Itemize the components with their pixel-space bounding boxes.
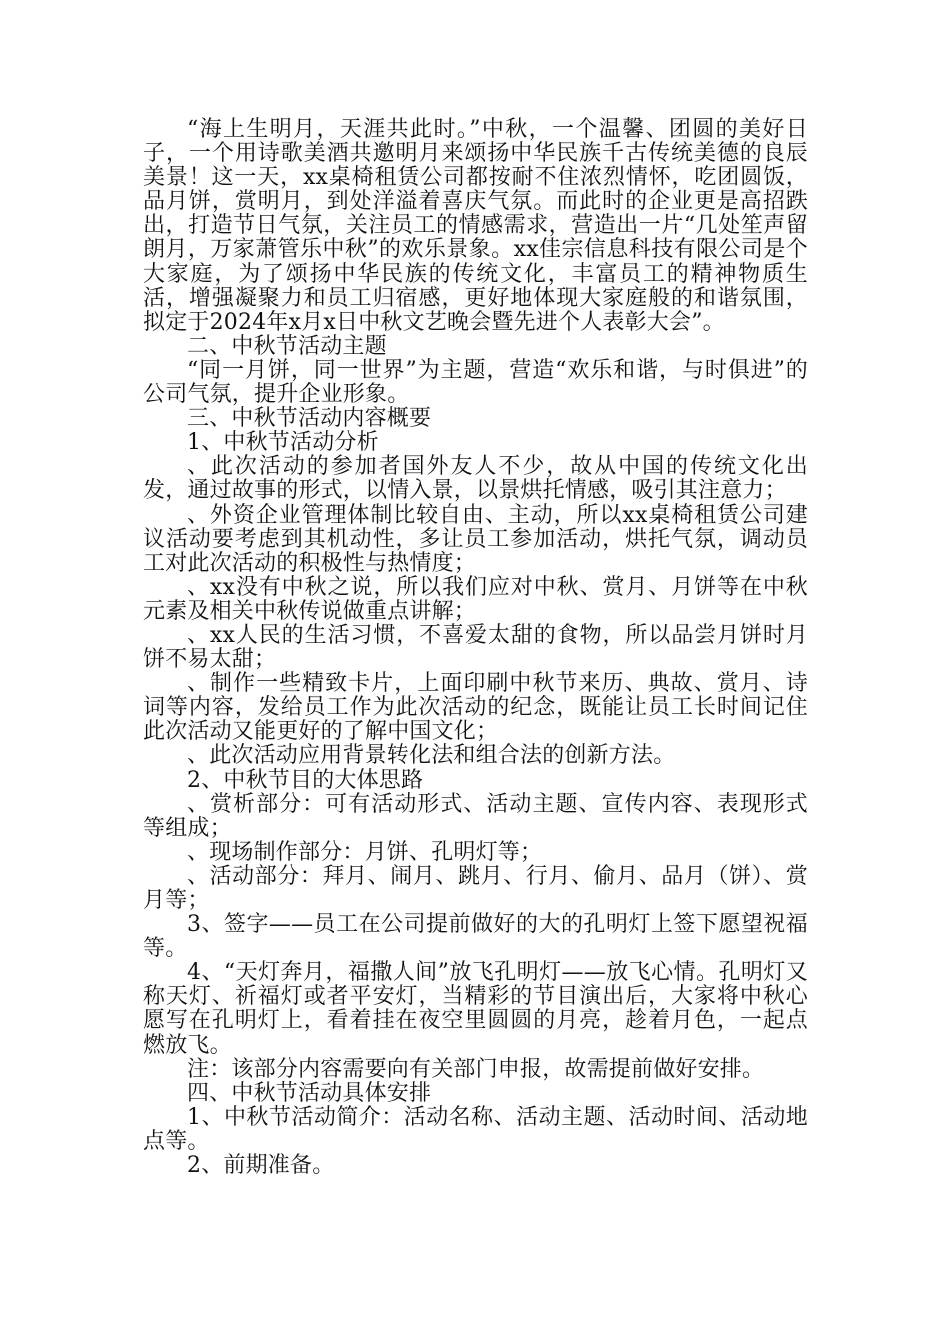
ideas-item: 、赏析部分：可有活动形式、活动主题、宣传内容、表现形式等组成； [143, 791, 808, 841]
analysis-item: 、制作一些精致卡片，上面印刷中秋节来历、典故、赏月、诗词等内容，发给员工作为此次活动的纪念，既能让员工长时间记住此次活动又能更好的了解中国文化； [143, 671, 808, 745]
document-body [143, 118, 808, 1178]
subheading-ideas: 2、中秋节目的大体思路 [187, 767, 424, 793]
subheading-analysis: 1、中秋节活动分析 [187, 430, 379, 456]
ideas-item: 、活动部分：拜月、闹月、跳月、行月、偷月、品月（饼）、赏月等； [143, 863, 808, 913]
section-heading-schedule: 四、中秋节活动具体安排 [187, 1080, 432, 1106]
note-paragraph: 注：该部分内容需要向有关部门申报，故需提前做好安排。 [187, 1056, 765, 1082]
schedule-item: 2、前期准备。 [187, 1153, 335, 1179]
analysis-item: 、xx人民的生活习惯，不喜爱太甜的食物，所以品尝月饼时月饼不易太甜； [143, 622, 808, 673]
lantern-paragraph: 4、“天灯奔月，福撒人间”放飞孔明灯——放飞心情。孔明灯又称天灯、祈福灯或者平安灯，当精彩的节目演出后，大家将中秋心愿写在孔明灯上，看着挂在夜空里圆圆的月亮，趁着月色，一起点燃放飞。 [143, 960, 808, 1058]
analysis-item: 、此次活动的参加者国外友人不少，故从中国的传统文化出发，通过故事的形式，以情入景，以景烘托情感，吸引其注意力； [143, 454, 808, 504]
analysis-item: 、外资企业管理体制比较自由、主动，所以xx桌椅租赁公司建议活动要考虑到其机动性，多让员工参加活动，烘托气氛，调动员工对此次活动的积极性与热情度； [143, 502, 808, 576]
analysis-item: 、xx没有中秋之说，所以我们应对中秋、赏月、月饼等在中秋元素及相关中秋传说做重点讲解； [143, 574, 808, 624]
theme-paragraph: “同一月饼，同一世界”为主题，营造“欢乐和谐，与时俱进”的公司气氛，提升企业形象。 [143, 357, 808, 408]
intro-paragraph: “海上生明月，天涯共此时。”中秋，一个温馨、团圆的美好日子，一个用诗歌美酒共邀明月来颂扬中华民族千古传统美德的良辰美景！这一天，xx桌椅租赁公司都按耐不住浓烈情怀，吃团圆饭，品月饼，赏明月，到处洋溢着喜庆气氛。而此时的企业更是高招跌出，打造节日气氛，关注员工的情感需求，营造出一片“几处笙声留朗月，万家萧管乐中秋”的欢乐景象。xx佳宗信息科技有限公司是个大家庭，为了颂扬中华民族的传统文化，丰富员工的精神物质生活，增强凝聚力和员工归宿感，更好地体现大家庭般的和谐氛围，拟定于2024年x月x日中秋文艺晚会暨先进个人表彰大会”。 [143, 117, 808, 335]
section-heading-overview: 三、中秋节活动内容概要 [187, 406, 432, 432]
ideas-item: 、现场制作部分：月饼、孔明灯等； [187, 839, 543, 865]
analysis-item: 、此次活动应用背景转化法和组合法的创新方法。 [187, 743, 676, 769]
signing-paragraph: 3、签字——员工在公司提前做好的大的孔明灯上签下愿望祝福等。 [143, 912, 808, 962]
section-heading-theme: 二、中秋节活动主题 [187, 333, 387, 359]
schedule-item: 1、中秋节活动简介：活动名称、活动主题、活动时间、活动地点等。 [143, 1104, 808, 1154]
